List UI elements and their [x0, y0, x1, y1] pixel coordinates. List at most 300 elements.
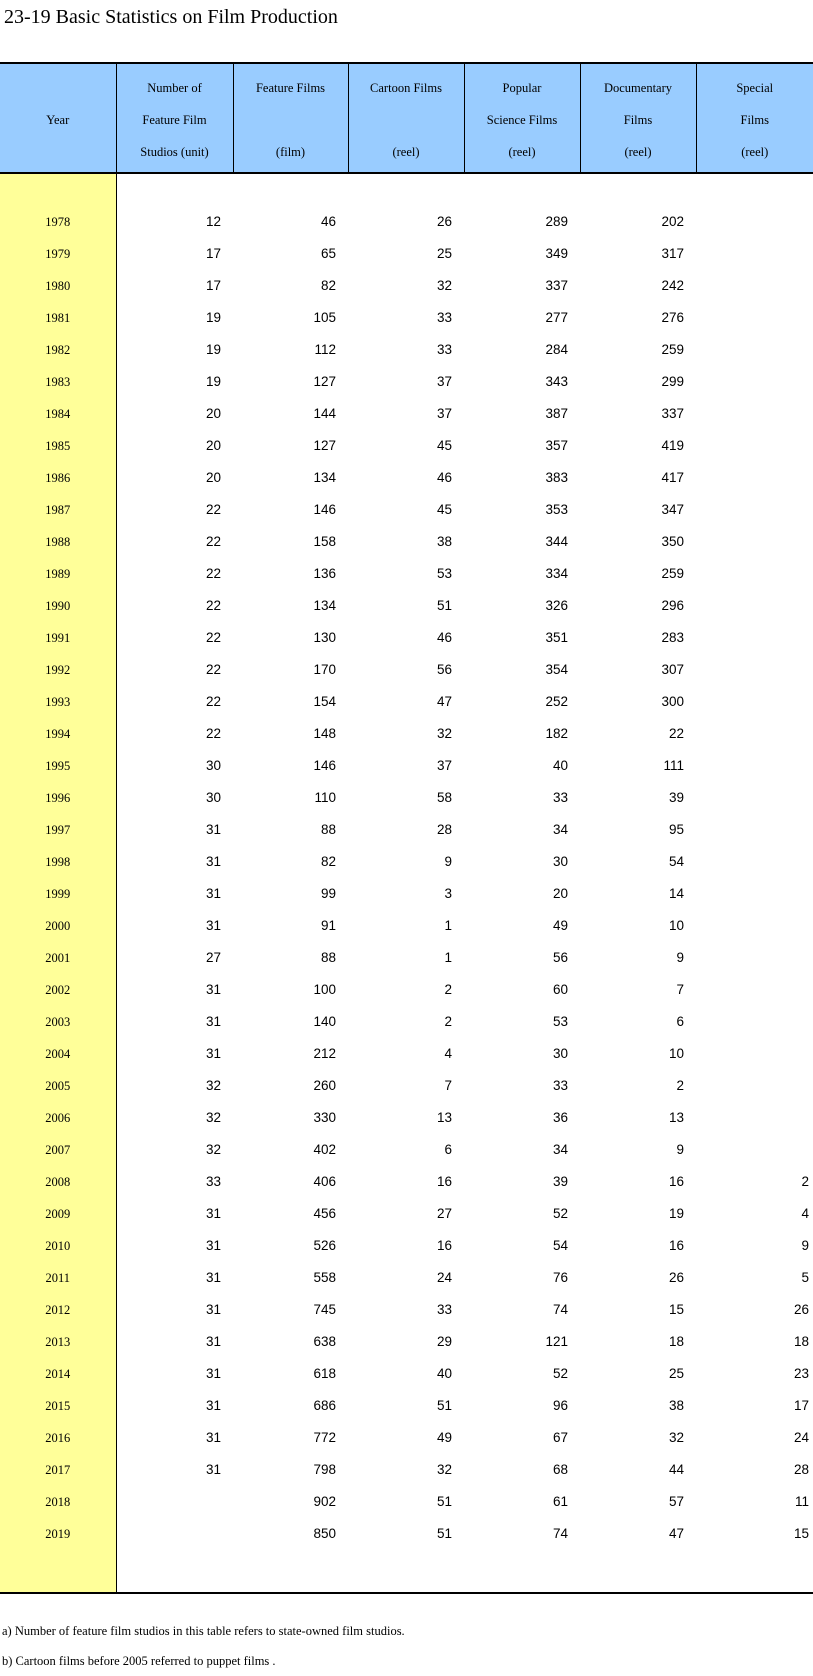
year-cell: 1986 — [0, 462, 116, 494]
spacer-cell — [116, 173, 233, 206]
studios-cell: 32 — [205, 1078, 221, 1093]
special-films-cell — [696, 1070, 813, 1102]
documentary-cell: 10 — [668, 918, 684, 933]
cartoon-films-cell: 27 — [436, 1206, 452, 1221]
studios-cell: 31 — [205, 886, 221, 901]
cartoon-films-cell: 37 — [436, 406, 452, 421]
special-films-cell — [696, 910, 813, 942]
feature-films-cell: 65 — [320, 246, 336, 261]
year-cell: 2019 — [0, 1518, 116, 1550]
special-films-cell — [696, 366, 813, 398]
feature-films-cell: 146 — [313, 758, 336, 773]
year-cell: 1980 — [0, 270, 116, 302]
year-cell: 2000 — [0, 910, 116, 942]
year-cell: 2007 — [0, 1134, 116, 1166]
year-cell: 2014 — [0, 1358, 116, 1390]
special-films-cell — [696, 718, 813, 750]
table-row — [0, 1390, 813, 1422]
year-cell: 2004 — [0, 1038, 116, 1070]
header-cartoon-films — [348, 63, 464, 173]
studios-cell: 31 — [205, 822, 221, 837]
cartoon-films-cell: 46 — [436, 470, 452, 485]
year-cell: 2001 — [0, 942, 116, 974]
documentary-cell: 259 — [661, 342, 684, 357]
special-films-cell: 2 — [801, 1174, 809, 1189]
popular-science-cell: 52 — [552, 1206, 568, 1221]
documentary-cell: 419 — [661, 438, 684, 453]
documentary-cell: 15 — [668, 1302, 684, 1317]
studios-cell: 22 — [205, 726, 221, 741]
year-cell: 1998 — [0, 846, 116, 878]
studios-cell: 20 — [205, 438, 221, 453]
popular-science-cell: 74 — [552, 1302, 568, 1317]
cartoon-films-cell: 3 — [444, 886, 452, 901]
statistics-table-container — [0, 62, 813, 1594]
table-row — [0, 1262, 813, 1294]
studios-cell: 22 — [205, 694, 221, 709]
feature-films-cell: 406 — [313, 1174, 336, 1189]
cartoon-films-cell: 40 — [436, 1366, 452, 1381]
cartoon-films-cell: 16 — [436, 1238, 452, 1253]
documentary-cell: 39 — [668, 790, 684, 805]
documentary-cell: 276 — [661, 310, 684, 325]
documentary-cell: 296 — [661, 598, 684, 613]
cartoon-films-cell: 51 — [436, 1398, 452, 1413]
special-films-cell — [696, 814, 813, 846]
feature-films-cell: 127 — [313, 438, 336, 453]
studios-cell — [116, 1486, 233, 1518]
documentary-cell: 9 — [676, 1142, 684, 1157]
popular-science-cell: 20 — [552, 886, 568, 901]
header-year-line: Year — [46, 113, 70, 127]
table-row — [0, 1134, 813, 1166]
table-row — [0, 1518, 813, 1550]
documentary-cell: 283 — [661, 630, 684, 645]
special-films-cell: 17 — [793, 1398, 809, 1413]
cartoon-films-cell: 47 — [436, 694, 452, 709]
studios-cell: 31 — [205, 1206, 221, 1221]
studios-cell: 33 — [205, 1174, 221, 1189]
studios-cell: 30 — [205, 758, 221, 773]
cartoon-films-cell: 2 — [444, 1014, 452, 1029]
table-row — [0, 942, 813, 974]
studios-cell: 30 — [205, 790, 221, 805]
table-row — [0, 206, 813, 238]
cartoon-films-cell: 33 — [436, 310, 452, 325]
documentary-cell: 7 — [676, 982, 684, 997]
header-feature-films-line: (film) — [275, 145, 306, 159]
special-films-cell: 5 — [801, 1270, 809, 1285]
special-films-cell — [696, 846, 813, 878]
spacer-cell — [580, 1550, 696, 1593]
year-cell: 2011 — [0, 1262, 116, 1294]
documentary-cell: 16 — [668, 1238, 684, 1253]
feature-films-cell: 456 — [313, 1206, 336, 1221]
special-films-cell: 18 — [793, 1334, 809, 1349]
table-row — [0, 366, 813, 398]
special-films-cell — [696, 686, 813, 718]
studios-cell: 31 — [205, 1238, 221, 1253]
studios-cell: 31 — [205, 1014, 221, 1029]
table-row — [0, 1070, 813, 1102]
feature-films-cell: 82 — [320, 854, 336, 869]
year-cell: 1979 — [0, 238, 116, 270]
header-feature-films-line: Feature Films — [255, 81, 326, 95]
documentary-cell: 25 — [668, 1366, 684, 1381]
cartoon-films-cell: 51 — [436, 598, 452, 613]
special-films-cell: 4 — [801, 1206, 809, 1221]
studios-cell: 22 — [205, 502, 221, 517]
cartoon-films-cell: 9 — [444, 854, 452, 869]
cartoon-films-cell: 25 — [436, 246, 452, 261]
feature-films-cell: 170 — [313, 662, 336, 677]
documentary-cell: 299 — [661, 374, 684, 389]
special-films-cell — [696, 494, 813, 526]
popular-science-cell: 56 — [552, 950, 568, 965]
year-cell: 1989 — [0, 558, 116, 590]
documentary-cell: 202 — [661, 214, 684, 229]
studios-cell: 31 — [205, 1462, 221, 1477]
year-cell: 1991 — [0, 622, 116, 654]
table-row — [0, 430, 813, 462]
table-body — [0, 173, 813, 1593]
table-row — [0, 1102, 813, 1134]
popular-science-cell: 252 — [545, 694, 568, 709]
cartoon-films-cell: 29 — [436, 1334, 452, 1349]
popular-science-cell: 344 — [545, 534, 568, 549]
spacer-cell — [348, 173, 464, 206]
spacer-cell — [0, 173, 116, 206]
feature-films-cell: 798 — [313, 1462, 336, 1477]
special-films-cell — [696, 398, 813, 430]
popular-science-cell: 354 — [545, 662, 568, 677]
feature-films-cell: 745 — [313, 1302, 336, 1317]
studios-cell: 31 — [205, 1366, 221, 1381]
year-cell: 1982 — [0, 334, 116, 366]
feature-films-cell: 618 — [313, 1366, 336, 1381]
spacer-cell — [696, 1550, 813, 1593]
popular-science-cell: 36 — [552, 1110, 568, 1125]
feature-films-cell: 526 — [313, 1238, 336, 1253]
spacer-cell — [0, 1550, 116, 1593]
feature-films-cell: 902 — [313, 1494, 336, 1509]
footnote-b: b) Cartoon films before 2005 referred to puppet films . — [2, 1654, 276, 1668]
feature-films-cell: 148 — [313, 726, 336, 741]
spacer-row — [0, 173, 813, 206]
cartoon-films-cell: 1 — [444, 918, 452, 933]
popular-science-cell: 343 — [545, 374, 568, 389]
table-row — [0, 1486, 813, 1518]
documentary-cell: 347 — [661, 502, 684, 517]
table-row — [0, 1326, 813, 1358]
special-films-cell: 24 — [793, 1430, 809, 1445]
popular-science-cell: 353 — [545, 502, 568, 517]
cartoon-films-cell: 28 — [436, 822, 452, 837]
table-row — [0, 526, 813, 558]
header-studios-line: Number of — [147, 81, 202, 95]
table-row — [0, 814, 813, 846]
spacer-cell — [464, 173, 580, 206]
feature-films-cell: 154 — [313, 694, 336, 709]
table-row — [0, 686, 813, 718]
studios-cell: 31 — [205, 1430, 221, 1445]
special-films-cell: 15 — [793, 1526, 809, 1541]
feature-films-cell: 110 — [314, 790, 336, 805]
popular-science-cell: 182 — [545, 726, 568, 741]
popular-science-cell: 326 — [545, 598, 568, 613]
popular-science-cell: 34 — [552, 1142, 568, 1157]
studios-cell: 17 — [205, 246, 221, 261]
feature-films-cell: 638 — [313, 1334, 336, 1349]
special-films-cell: 28 — [793, 1462, 809, 1477]
year-cell: 2005 — [0, 1070, 116, 1102]
cartoon-films-cell: 32 — [436, 726, 452, 741]
table-row — [0, 1294, 813, 1326]
popular-science-cell: 60 — [552, 982, 568, 997]
spacer-row — [0, 1550, 813, 1593]
popular-science-cell: 53 — [552, 1014, 568, 1029]
table-row — [0, 782, 813, 814]
special-films-cell — [696, 1102, 813, 1134]
header-cartoon-films-line: (reel) — [392, 145, 420, 159]
spacer-cell — [580, 173, 696, 206]
feature-films-cell: 772 — [313, 1430, 336, 1445]
header-special-films — [696, 63, 813, 173]
popular-science-cell: 334 — [545, 566, 568, 581]
year-cell: 2003 — [0, 1006, 116, 1038]
documentary-cell: 9 — [676, 950, 684, 965]
cartoon-films-cell: 58 — [436, 790, 452, 805]
year-cell: 2012 — [0, 1294, 116, 1326]
studios-cell: 31 — [205, 1270, 221, 1285]
special-films-cell — [696, 526, 813, 558]
documentary-cell: 14 — [668, 886, 684, 901]
documentary-cell: 47 — [668, 1526, 684, 1541]
popular-science-cell: 357 — [545, 438, 568, 453]
year-cell: 2008 — [0, 1166, 116, 1198]
special-films-cell — [696, 590, 813, 622]
table-row — [0, 334, 813, 366]
studios-cell: 31 — [205, 1046, 221, 1061]
cartoon-films-cell: 26 — [436, 214, 452, 229]
special-films-cell — [696, 942, 813, 974]
header-cartoon-films-line: Cartoon Films — [370, 81, 442, 95]
special-films-cell — [696, 1038, 813, 1070]
table-row — [0, 1454, 813, 1486]
spacer-cell — [696, 173, 813, 206]
popular-science-cell: 34 — [552, 822, 568, 837]
popular-science-cell: 337 — [545, 278, 568, 293]
cartoon-films-cell: 7 — [444, 1078, 452, 1093]
popular-science-cell: 61 — [552, 1494, 568, 1509]
feature-films-cell: 260 — [313, 1078, 336, 1093]
table-row — [0, 302, 813, 334]
feature-films-cell: 558 — [313, 1270, 336, 1285]
year-cell: 2010 — [0, 1230, 116, 1262]
studios-cell: 20 — [205, 406, 221, 421]
special-films-cell — [696, 782, 813, 814]
cartoon-films-cell: 2 — [444, 982, 452, 997]
table-row — [0, 718, 813, 750]
special-films-cell — [696, 878, 813, 910]
popular-science-cell: 49 — [552, 918, 568, 933]
documentary-cell: 307 — [661, 662, 684, 677]
popular-science-cell: 284 — [545, 342, 568, 357]
header-special-films-line: Special — [736, 81, 774, 95]
studios-cell: 31 — [205, 1334, 221, 1349]
studios-cell: 12 — [205, 214, 221, 229]
studios-cell: 32 — [205, 1110, 221, 1125]
studios-cell: 31 — [205, 1398, 221, 1413]
table-row — [0, 398, 813, 430]
special-films-cell — [696, 206, 813, 238]
feature-films-cell: 686 — [313, 1398, 336, 1413]
page-title: 23-19 Basic Statistics on Film Production — [4, 6, 338, 28]
feature-films-cell: 140 — [313, 1014, 336, 1029]
popular-science-cell: 54 — [552, 1238, 568, 1253]
year-cell: 1981 — [0, 302, 116, 334]
year-cell: 2016 — [0, 1422, 116, 1454]
cartoon-films-cell: 6 — [444, 1142, 452, 1157]
cartoon-films-cell: 37 — [436, 758, 452, 773]
popular-science-cell: 74 — [552, 1526, 568, 1541]
feature-films-cell: 158 — [313, 534, 336, 549]
header-documentary-films-line: Documentary — [603, 81, 673, 95]
special-films-cell — [696, 462, 813, 494]
table-row — [0, 270, 813, 302]
special-films-cell — [696, 334, 813, 366]
popular-science-cell: 30 — [552, 1046, 568, 1061]
spacer-cell — [348, 1550, 464, 1593]
popular-science-cell: 289 — [545, 214, 568, 229]
year-cell: 2006 — [0, 1102, 116, 1134]
feature-films-cell: 134 — [313, 598, 336, 613]
film-production-table — [0, 62, 813, 1594]
popular-science-cell: 76 — [552, 1270, 568, 1285]
header-special-films-line: Films — [740, 113, 769, 127]
cartoon-films-cell: 1 — [444, 950, 452, 965]
popular-science-cell: 39 — [552, 1174, 568, 1189]
documentary-cell: 57 — [668, 1494, 684, 1509]
feature-films-cell: 127 — [313, 374, 336, 389]
year-cell: 1999 — [0, 878, 116, 910]
year-cell: 1992 — [0, 654, 116, 686]
year-cell: 1978 — [0, 206, 116, 238]
table-row — [0, 974, 813, 1006]
cartoon-films-cell: 16 — [436, 1174, 452, 1189]
popular-science-cell: 387 — [545, 406, 568, 421]
table-row — [0, 654, 813, 686]
cartoon-films-cell: 32 — [436, 1462, 452, 1477]
popular-science-cell: 30 — [552, 854, 568, 869]
popular-science-cell: 96 — [552, 1398, 568, 1413]
table-row — [0, 462, 813, 494]
popular-science-cell: 33 — [552, 790, 568, 805]
table-row — [0, 910, 813, 942]
feature-films-cell: 100 — [313, 982, 336, 997]
table-row — [0, 878, 813, 910]
special-films-cell — [696, 974, 813, 1006]
feature-films-cell: 82 — [320, 278, 336, 293]
special-films-cell — [696, 750, 813, 782]
popular-science-cell: 351 — [545, 630, 568, 645]
studios-cell: 22 — [205, 630, 221, 645]
cartoon-films-cell: 13 — [436, 1110, 452, 1125]
year-cell: 2015 — [0, 1390, 116, 1422]
year-cell: 1983 — [0, 366, 116, 398]
documentary-cell: 2 — [676, 1078, 684, 1093]
year-cell: 2013 — [0, 1326, 116, 1358]
year-cell: 2017 — [0, 1454, 116, 1486]
popular-science-cell: 349 — [545, 246, 568, 261]
feature-films-cell: 212 — [313, 1046, 336, 1061]
popular-science-cell: 277 — [545, 310, 568, 325]
special-films-cell — [696, 1134, 813, 1166]
studios-cell: 27 — [205, 950, 221, 965]
cartoon-films-cell: 38 — [436, 534, 452, 549]
documentary-cell: 44 — [668, 1462, 684, 1477]
cartoon-films-cell: 37 — [436, 374, 452, 389]
studios-cell: 17 — [205, 278, 221, 293]
documentary-cell: 38 — [668, 1398, 684, 1413]
studios-cell: 22 — [205, 598, 221, 613]
cartoon-films-cell: 33 — [436, 1302, 452, 1317]
cartoon-films-cell: 24 — [436, 1270, 452, 1285]
documentary-cell: 259 — [661, 566, 684, 581]
feature-films-cell: 88 — [320, 822, 336, 837]
studios-cell: 22 — [205, 662, 221, 677]
documentary-cell: 350 — [661, 534, 684, 549]
popular-science-cell: 383 — [545, 470, 568, 485]
feature-films-cell: 330 — [313, 1110, 336, 1125]
year-cell: 1984 — [0, 398, 116, 430]
studios-cell: 32 — [205, 1142, 221, 1157]
year-cell: 1990 — [0, 590, 116, 622]
documentary-cell: 13 — [668, 1110, 684, 1125]
cartoon-films-cell: 32 — [436, 278, 452, 293]
header-year — [0, 63, 116, 173]
table-row — [0, 494, 813, 526]
year-cell: 1997 — [0, 814, 116, 846]
special-films-cell: 26 — [793, 1302, 809, 1317]
special-films-cell: 11 — [794, 1494, 809, 1509]
special-films-cell — [696, 1006, 813, 1038]
documentary-cell: 26 — [668, 1270, 684, 1285]
footnote-a: a) Number of feature film studios in this table refers to state-owned film studios. — [2, 1624, 405, 1638]
documentary-cell: 32 — [668, 1430, 684, 1445]
table-row — [0, 1166, 813, 1198]
year-cell: 2002 — [0, 974, 116, 1006]
year-cell: 2009 — [0, 1198, 116, 1230]
spacer-cell — [233, 173, 348, 206]
special-films-cell — [696, 654, 813, 686]
table-row — [0, 1422, 813, 1454]
spacer-cell — [116, 1550, 233, 1593]
header-feature-films — [233, 63, 348, 173]
documentary-cell: 337 — [661, 406, 684, 421]
popular-science-cell: 52 — [552, 1366, 568, 1381]
documentary-cell: 16 — [668, 1174, 684, 1189]
studios-cell: 22 — [205, 534, 221, 549]
studios-cell: 31 — [205, 1302, 221, 1317]
documentary-cell: 317 — [661, 246, 684, 261]
table-row — [0, 622, 813, 654]
cartoon-films-cell: 56 — [436, 662, 452, 677]
cartoon-films-cell: 45 — [436, 502, 452, 517]
year-cell: 1993 — [0, 686, 116, 718]
special-films-cell — [696, 270, 813, 302]
special-films-cell — [696, 238, 813, 270]
